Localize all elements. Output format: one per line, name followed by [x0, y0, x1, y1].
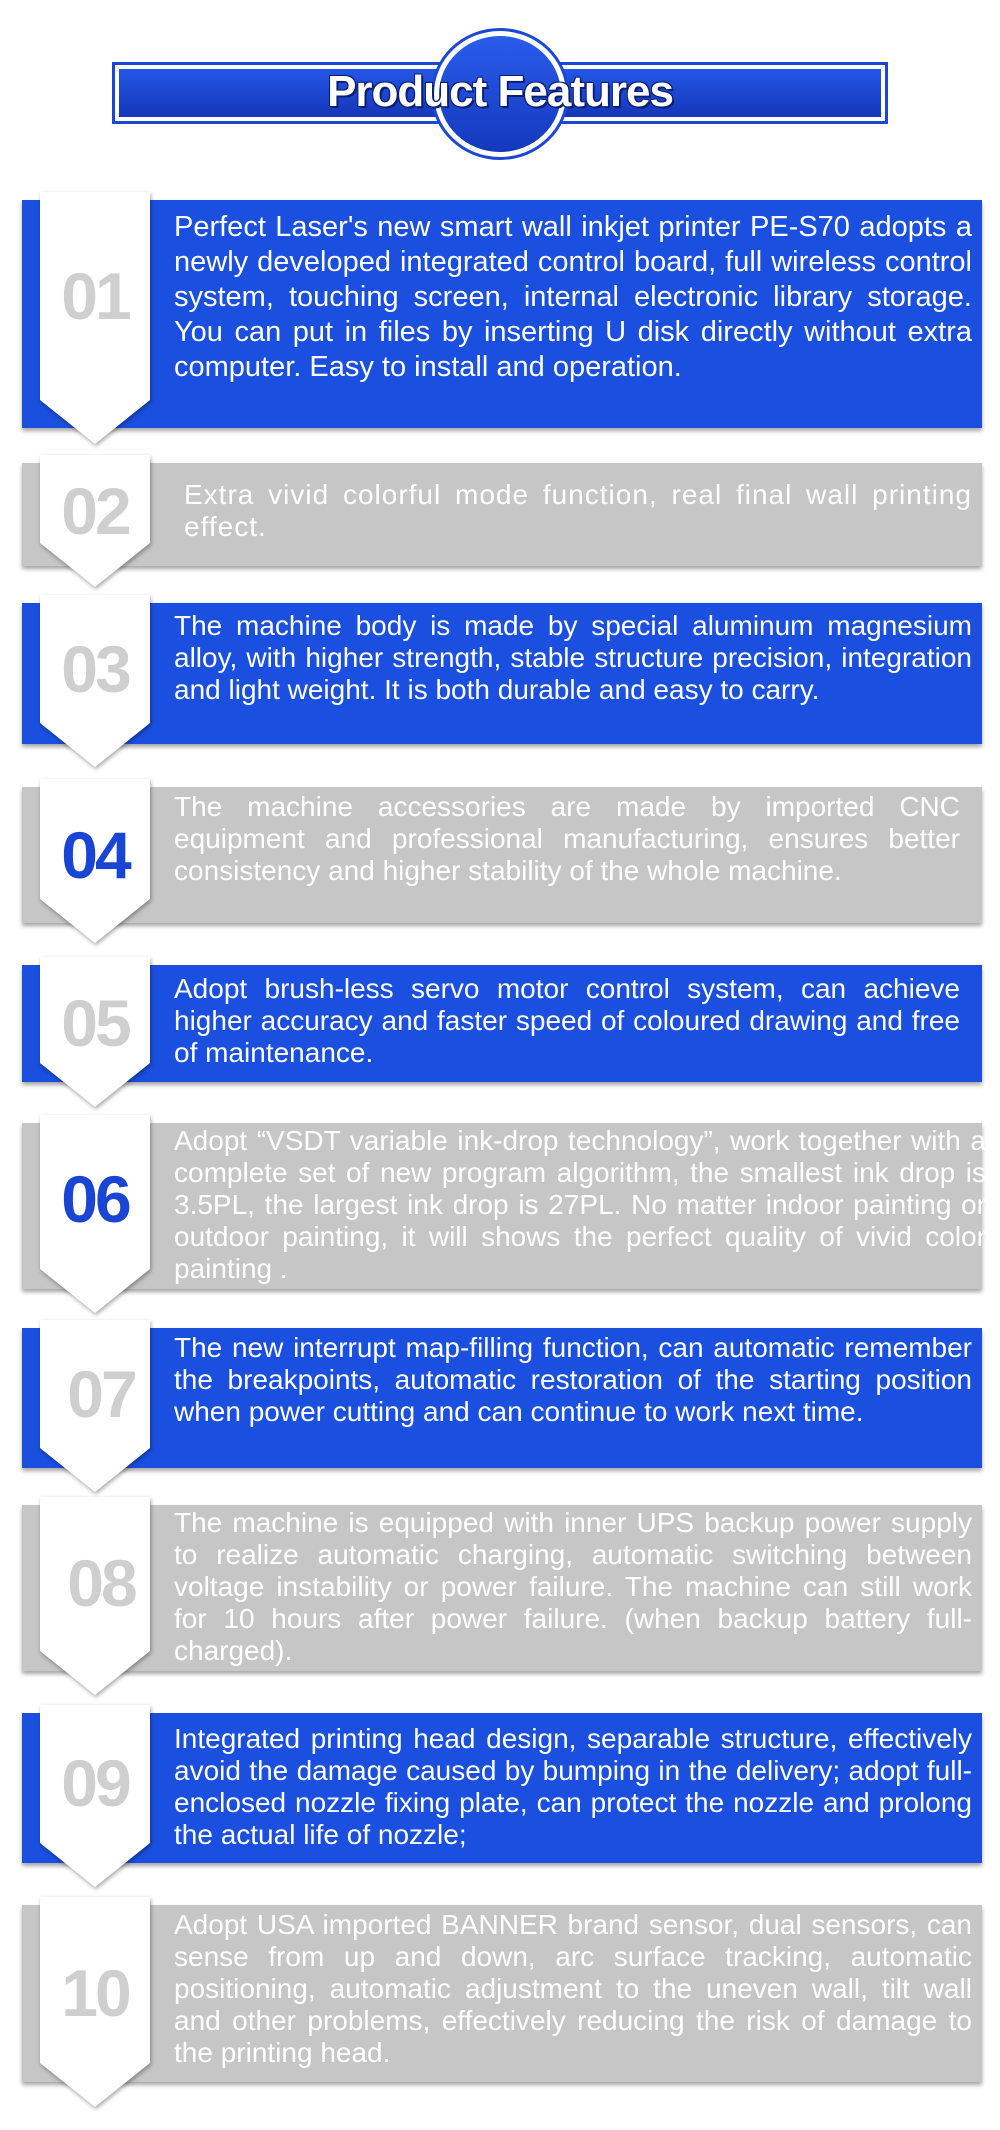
- number-tab: [40, 455, 150, 587]
- feature-number: 01: [61, 259, 129, 333]
- feature-number: 06: [61, 1162, 129, 1236]
- number-tab: [40, 1897, 150, 2107]
- feature-description: Adopt “VSDT variable ink-drop technology”, work together with a complete set of new program algorithm, the smallest ink drop is 3.5PL, the largest ink drop is 27PL. No matter indoor painting or outdoor painting, it will shows the perfect quality of vivid color painting .: [174, 1125, 986, 1284]
- feature-description: Adopt brush-less servo motor control system, can achieve higher accuracy and faster speed of coloured drawing and free of maintenance.: [174, 973, 960, 1068]
- feature-description: Perfect Laser's new smart wall inkjet printer PE-S70 adopts a newly developed integrated control board, full wireless control system, touching screen, internal electronic library storage. You can put in files by inserting U disk directly without extra computer. Easy to install and operation.: [174, 211, 972, 383]
- number-tab: [40, 1705, 150, 1887]
- feature-item-04: [0, 787, 1000, 923]
- number-tab: [40, 1115, 150, 1313]
- number-tab: [40, 957, 150, 1107]
- feature-item-07: [0, 1328, 1000, 1468]
- number-tab: [40, 1497, 150, 1695]
- number-tab: [40, 779, 150, 943]
- feature-description: Integrated printing head design, separable structure, effectively avoid the damage caused by bumping in the delivery; adopt full-enclosed nozzle fixing plate, can protect the nozzle and prolong the actual life of nozzle;: [174, 1723, 972, 1850]
- feature-number: 04: [61, 818, 129, 892]
- feature-item-09: [0, 1713, 1000, 1863]
- feature-number: 07: [67, 1357, 135, 1431]
- feature-description: The machine is equipped with inner UPS backup power supply to realize automatic charging, automatic switching between voltage instability or power failure. The machine can still work for 10 hours after power failure. (when backup battery full-charged).: [174, 1507, 972, 1666]
- feature-description: The machine accessories are made by imported CNC equipment and professional manufacturing, ensures better consistency and higher stability of the whole machine.: [174, 791, 960, 886]
- page-title: Product Features: [327, 67, 673, 116]
- header-banner: [0, 0, 1000, 170]
- feature-number: 10: [61, 1956, 129, 2030]
- number-tab: [40, 1320, 150, 1492]
- feature-item-10: [0, 1905, 1000, 2082]
- feature-item-01: [0, 200, 1000, 428]
- feature-number: 05: [61, 986, 129, 1060]
- feature-number: 03: [61, 632, 129, 706]
- feature-number: 09: [61, 1746, 129, 1820]
- feature-description: The new interrupt map-filling function, can automatic remember the breakpoints, automatic restoration of the starting position when power cutting and can continue to work next time.: [174, 1332, 972, 1427]
- number-tab: [40, 595, 150, 767]
- feature-item-08: [0, 1505, 1000, 1671]
- feature-description: Extra vivid colorful mode function, real final wall printing effect.: [184, 479, 972, 542]
- number-tab: [40, 192, 150, 444]
- feature-description: The machine body is made by special aluminum magnesium alloy, with higher strength, stable structure precision, integration and light weight. It is both durable and easy to carry.: [174, 610, 972, 705]
- feature-number: 02: [61, 474, 129, 548]
- feature-item-05: [0, 965, 1000, 1082]
- feature-description: Adopt USA imported BANNER brand sensor, dual sensors, can sense from up and down, arc surface tracking, automatic positioning, automatic adjustment to the uneven wall, tilt wall and other problems, effectively reducing the risk of damage to the printing head.: [174, 1909, 972, 2068]
- feature-item-03: [0, 603, 1000, 744]
- feature-item-02: [0, 463, 1000, 566]
- feature-number: 08: [67, 1546, 135, 1620]
- feature-item-06: [0, 1123, 1000, 1289]
